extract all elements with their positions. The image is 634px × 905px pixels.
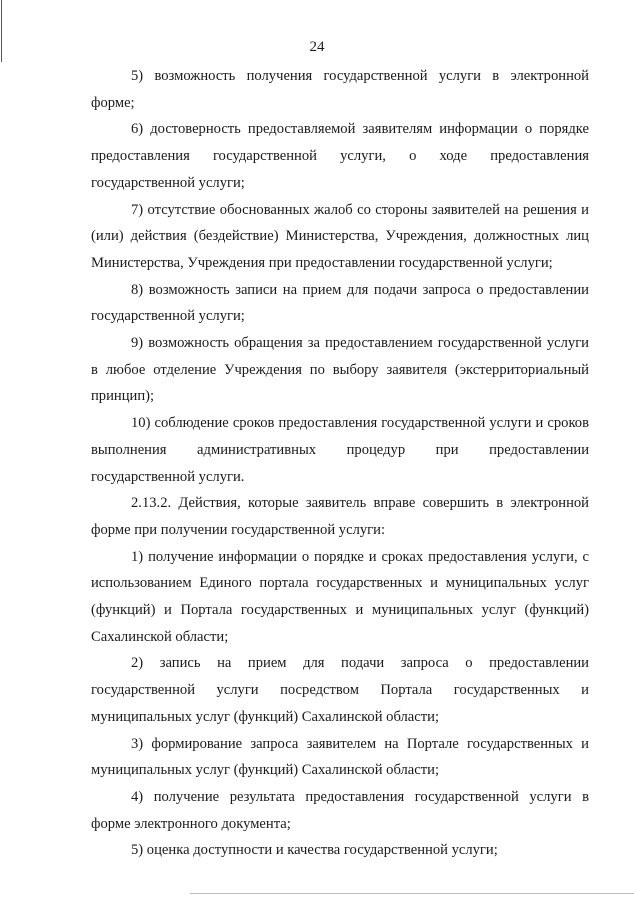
paragraph-item-6-information-reliability: 6) достоверность предоставляемой заявителям информации о порядке предоставления государственной услуги, о ходе предоставления государственной услуги; (91, 121, 589, 191)
paragraph-action-4-result: 4) получение результата предоставления государственной услуги в форме электронного документа; (91, 788, 589, 832)
scan-edge-bottom (190, 893, 634, 894)
paragraph-action-3-request: 3) формирование запроса заявителем на Портале государственных и муниципальных услуг (функций) Сахалинской области; (91, 735, 589, 779)
paragraph-action-2-appointment: 2) запись на прием для подачи запроса о предоставлении государственной услуги посредством Портала государственных и муниципальных услуг (функций) Сахалинской области; (91, 655, 589, 725)
paragraph-action-1-information: 1) получение информации о порядке и сроках предоставления услуги, с использованием Единого портала государственных и муниципальных услуг (функций) и Портала государственных и муниципальных услуг (функций) Сахалинской области; (91, 548, 589, 645)
paragraph-item-7-no-complaints: 7) отсутствие обоснованных жалоб со стороны заявителей на решения и (или) действия (бездействие) Министерства, Учреждения, должностных лиц Министерства, Учреждения при предоставлении государственной услуги; (91, 201, 589, 271)
paragraph-item-8-appointment: 8) возможность записи на прием для подачи запроса о предоставлении государственной услуги; (91, 281, 589, 325)
paragraph-item-9-extraterritorial: 9) возможность обращения за предоставлением государственной услуги в любое отделение Учреждения по выбору заявителя (экстерриториальный принцип); (91, 335, 589, 405)
page-number: 24 (309, 39, 325, 55)
paragraph-section-2-13-2: 2.13.2. Действия, которые заявитель вправе совершить в электронной форме при получении государственной услуги: (91, 495, 589, 538)
paragraph-action-5-evaluation: 5) оценка доступности и качества государственной услуги; (131, 842, 498, 859)
paragraph-item-10-deadlines: 10) соблюдение сроков предоставления государственной услуги и сроков выполнения административных процедур при предоставлении государственной услуги. (91, 415, 589, 485)
paragraph-item-5-electronic-form: 5) возможность получения государственной услуги в электронной форме; (91, 68, 589, 111)
document-body (91, 63, 589, 864)
